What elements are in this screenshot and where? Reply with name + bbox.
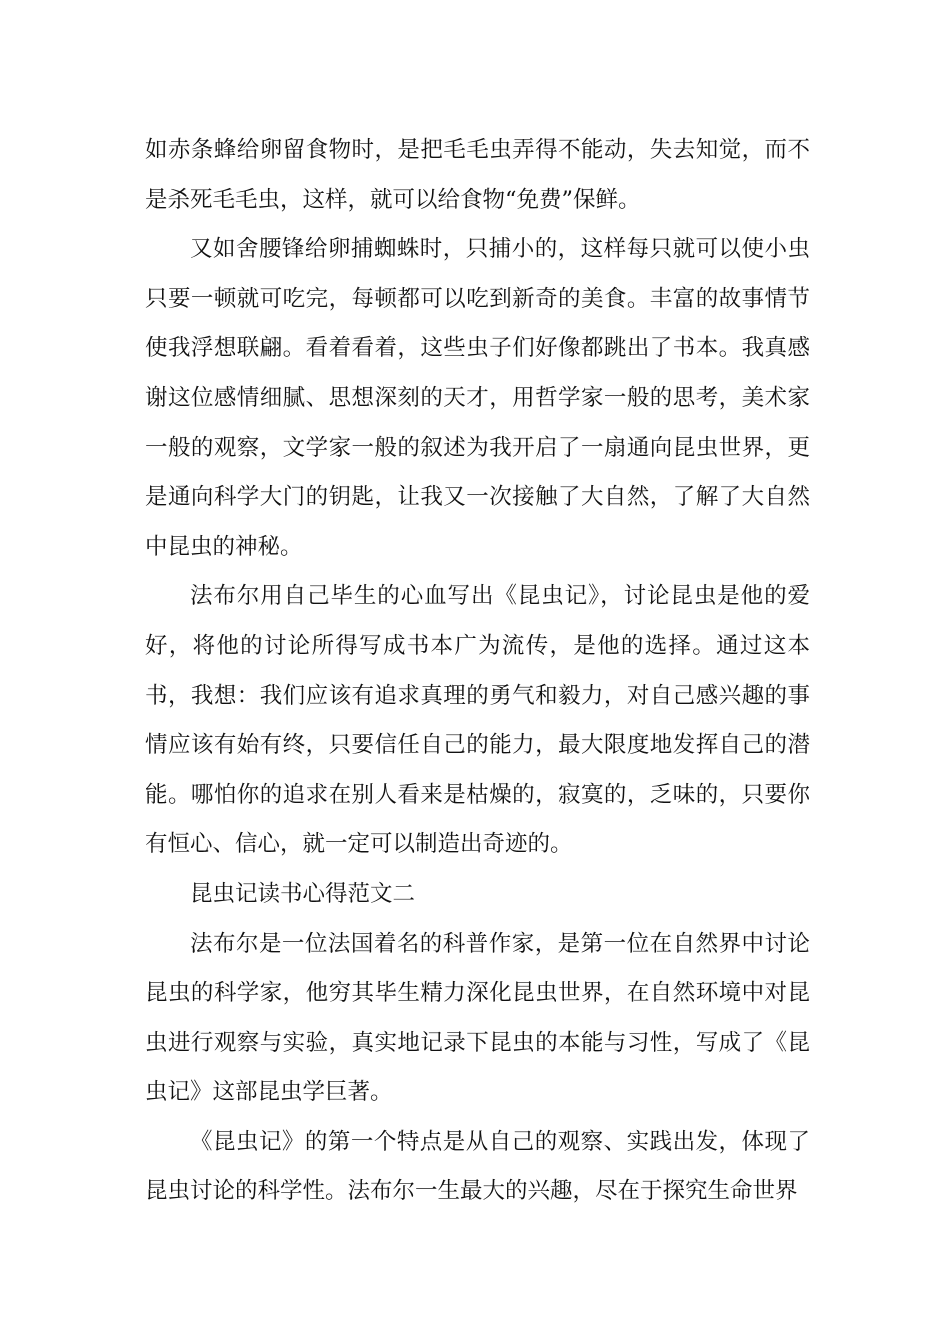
paragraph: 法布尔用自己毕生的心血写出《昆虫记》，讨论昆虫是他的爱好，将他的讨论所得写成书本广为流传，是他的选择。通过这本书，我想：我们应该有追求真理的勇气和毅力，对自己感兴趣的事情应该有始有终，只要信任自己的能力，最大限度地发挥自己的潜能。哪怕你的追求在别人看来是枯燥的，寂寞的，乏味的，只要你有恒心、信心，就一定可以制造出奇迹的。 (145, 583, 810, 858)
paragraph-continuation: 如赤条蜂给卵留食物时，是把毛毛虫弄得不能动，失去知觉，而不是杀死毛毛虫，这样，就可以给食物“免费”保鲜。 (145, 137, 810, 213)
section-heading: 昆虫记读书心得范文二 (190, 880, 416, 907)
paragraph: 法布尔是一位法国着名的科普作家，是第一位在自然界中讨论昆虫的科学家，他穷其毕生精力深化昆虫世界，在自然环境中对昆虫进行观察与实验，真实地记录下昆虫的本能与习性，写成了《昆虫记》这部昆虫学巨著。 (145, 930, 810, 1106)
document-body (145, 126, 810, 1217)
paragraph: 《昆虫记》的第一个特点是从自己的观察、实践出发，体现了昆虫讨论的科学性。法布尔一生最大的兴趣，尽在于探究生命世界 (145, 1128, 810, 1205)
paragraph: 又如舍腰锋给卵捕蜘蛛时，只捕小的，这样每只就可以使小虫只要一顿就可吃完，每顿都可以吃到新奇的美食。丰富的故事情节使我浮想联翩。看着看着，这些虫子们好像都跳出了书本。我真感谢这位感情细腻、思想深刻的天才，用哲学家一般的思考，美术家一般的观察，文学家一般的叙述为我开启了一扇通向昆虫世界，更是通向科学大门的钥匙，让我又一次接触了大自然，了解了大自然中昆虫的神秘。 (145, 236, 810, 560)
